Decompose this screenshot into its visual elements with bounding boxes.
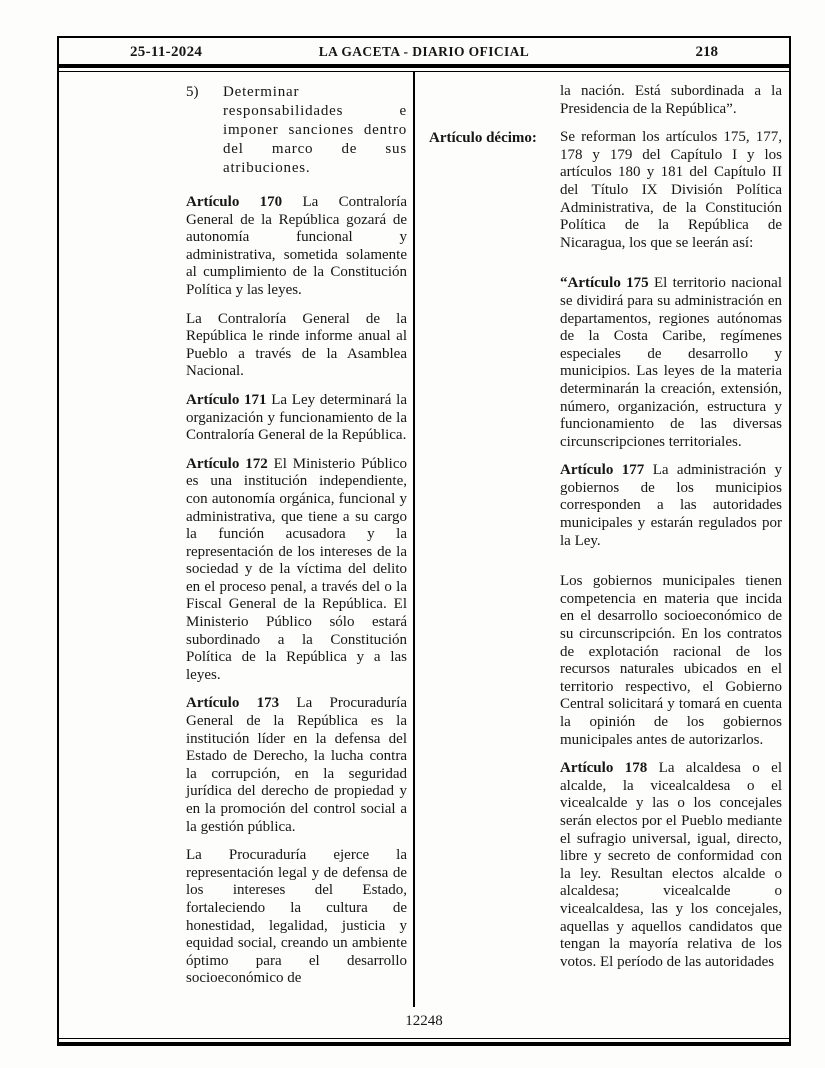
- paragraph-text: Los gobiernos municipales tienen competencia en materia que incida en el desarrollo socioeconómico de su circunscripción. En los contratos de explotación racional de los recursos naturales ubicados en el territorio respectivo, el Gobierno Central solicitará y tomará en cuenta la opinión de los gobiernos municipales antes de autorizarlos.: [560, 573, 782, 748]
- top-border-rule: [57, 36, 791, 38]
- left-column: [186, 83, 407, 999]
- articulo-177-text: La administración y gobiernos de los municipios corresponden a las autoridades municipales y estarán regulados por la Ley.: [560, 462, 783, 549]
- right-border-rule: [789, 36, 791, 1046]
- articulo-175-paragraph: [560, 275, 782, 451]
- articulo-171-paragraph: [186, 392, 407, 445]
- header-page-number: 218: [695, 44, 718, 60]
- continuation-paragraph: [560, 83, 782, 118]
- articulo-173-lead: Artículo 173: [186, 695, 280, 712]
- list-item-5-marker: 5): [186, 84, 199, 100]
- articulo-178-paragraph: [560, 760, 782, 971]
- articulo-178-lead: Artículo 178: [560, 760, 648, 777]
- articulo-172-lead: Artículo 172: [186, 455, 268, 472]
- contraloria-informe-paragraph: [186, 311, 407, 381]
- continuation-row: [429, 83, 782, 129]
- page-footer: [57, 1013, 791, 1030]
- paragraph-text: la nación. Está subordinada a la Presidencia de la República”.: [560, 83, 782, 117]
- footer-folio-number: 12248: [405, 1013, 443, 1029]
- articulo-177-paragraph: [560, 462, 782, 550]
- articulo-170-paragraph: [186, 194, 407, 300]
- articulo-177-row: [429, 462, 782, 561]
- list-item-5-text: Determinar responsabilidades e imponer sanciones dentro del marco de sus atribuciones.: [223, 84, 407, 176]
- articulo-decimo-paragraph: [560, 129, 782, 252]
- page-header: [57, 44, 791, 61]
- articulo-173-text: La Procuraduría General de la República es la institución líder en la defensa del Estado de Derecho, la lucha contra la corrupción, en la seguridad jurídica del derecho de propiedad y en la promoción del control social a la gestión pública.: [186, 695, 408, 835]
- paragraph-text: La Contraloría General de la República le rinde informe anual al Pueblo a través de la Asamblea Nacional.: [186, 310, 407, 380]
- list-item-5: [186, 83, 407, 178]
- left-border-rule: [57, 36, 59, 1046]
- procuraduria-ejerce-paragraph: [186, 847, 407, 988]
- articulo-172-paragraph: [186, 456, 407, 685]
- articulo-171-lead: Artículo 171: [186, 391, 267, 408]
- articulo-173-paragraph: [186, 695, 407, 836]
- articulo-175-row: [429, 263, 782, 462]
- header-rule-thin: [57, 71, 791, 72]
- gobiernos-municipales-row: [429, 561, 782, 760]
- articulo-178-row: [429, 760, 782, 982]
- articulo-170-lead: Artículo 170: [186, 194, 283, 210]
- articulo-decimo-label: Artículo décimo:: [429, 130, 537, 147]
- articulo-178-text: La alcaldesa o el alcalde, la vicealcaldesa o el vicealcalde y las o los concejales serán electos por el Pueblo mediante el sufragio universal, igual, directo, libre y secreto de conformidad con la ley. Resultan electos alcalde o alcaldesa; vicealcalde o vicealcaldesa, las y los concejales, aquellas y aquellos candidatos que tengan la mayoría relativa de los votos. El período de las autoridades: [560, 760, 783, 970]
- header-title: LA GACETA - DIARIO OFICIAL: [318, 44, 530, 59]
- column-divider-rule: [413, 72, 415, 1007]
- bottom-rule-thin: [57, 1038, 791, 1039]
- header-date: 25-11-2024: [130, 44, 203, 60]
- right-column: [429, 83, 782, 982]
- paragraph-text: La Procuraduría ejerce la representación legal y de defensa de los intereses del Estado, fortaleciendo la cultura de honestidad, legalidad, justicia y equidad social, creando un ambiente óptimo para el desarrollo socioeconómico de: [186, 847, 407, 987]
- articulo-175-lead: “Artículo 175: [560, 275, 649, 292]
- gobiernos-municipales-paragraph: [560, 573, 782, 749]
- label-gutter: [429, 129, 560, 148]
- articulo-decimo-row: [429, 129, 782, 263]
- articulo-170-text: La Contraloría General de la República gozará de autonomía funcional y administrativa, sometida solamente al cumplimiento de la Constitución Política y las leyes.: [186, 194, 407, 298]
- articulo-175-text: El territorio nacional se dividirá para su administración en departamentos, regiones autónomas de la Costa Caribe, regímenes especiales de desarrollo y municipios. Las leyes de la materia determinarán la creación, extensión, número, organización, estructura y funcionamiento de las diversas circunscripciones territoriales.: [560, 275, 782, 450]
- bottom-rule-thick: [57, 1042, 791, 1046]
- articulo-171-text: La Ley determinará la organización y funcionamiento de la Contraloría General de la República.: [186, 391, 408, 444]
- paragraph-text: Se reforman los artículos 175, 177, 178 y 179 del Capítulo I y los artículos 180 y 181 del Capítulo II del Título IX División Política Administrativa, de la Constitución Política de la República de Nicaragua, los que se leerán así:: [560, 129, 782, 251]
- articulo-172-text: El Ministerio Público es una institución independiente, con autonomía orgánica, funcional y administrativa, que tiene a su cargo la función acusadora y la representación de los intereses de la sociedad y de la víctima del delito en el proceso penal, a través del o la Fiscal General de la República. El Ministerio Público sólo estará subordinado a la Constitución Política de la República y a las leyes.: [186, 455, 407, 683]
- articulo-177-lead: Artículo 177: [560, 462, 645, 479]
- header-rule-thick: [57, 64, 791, 68]
